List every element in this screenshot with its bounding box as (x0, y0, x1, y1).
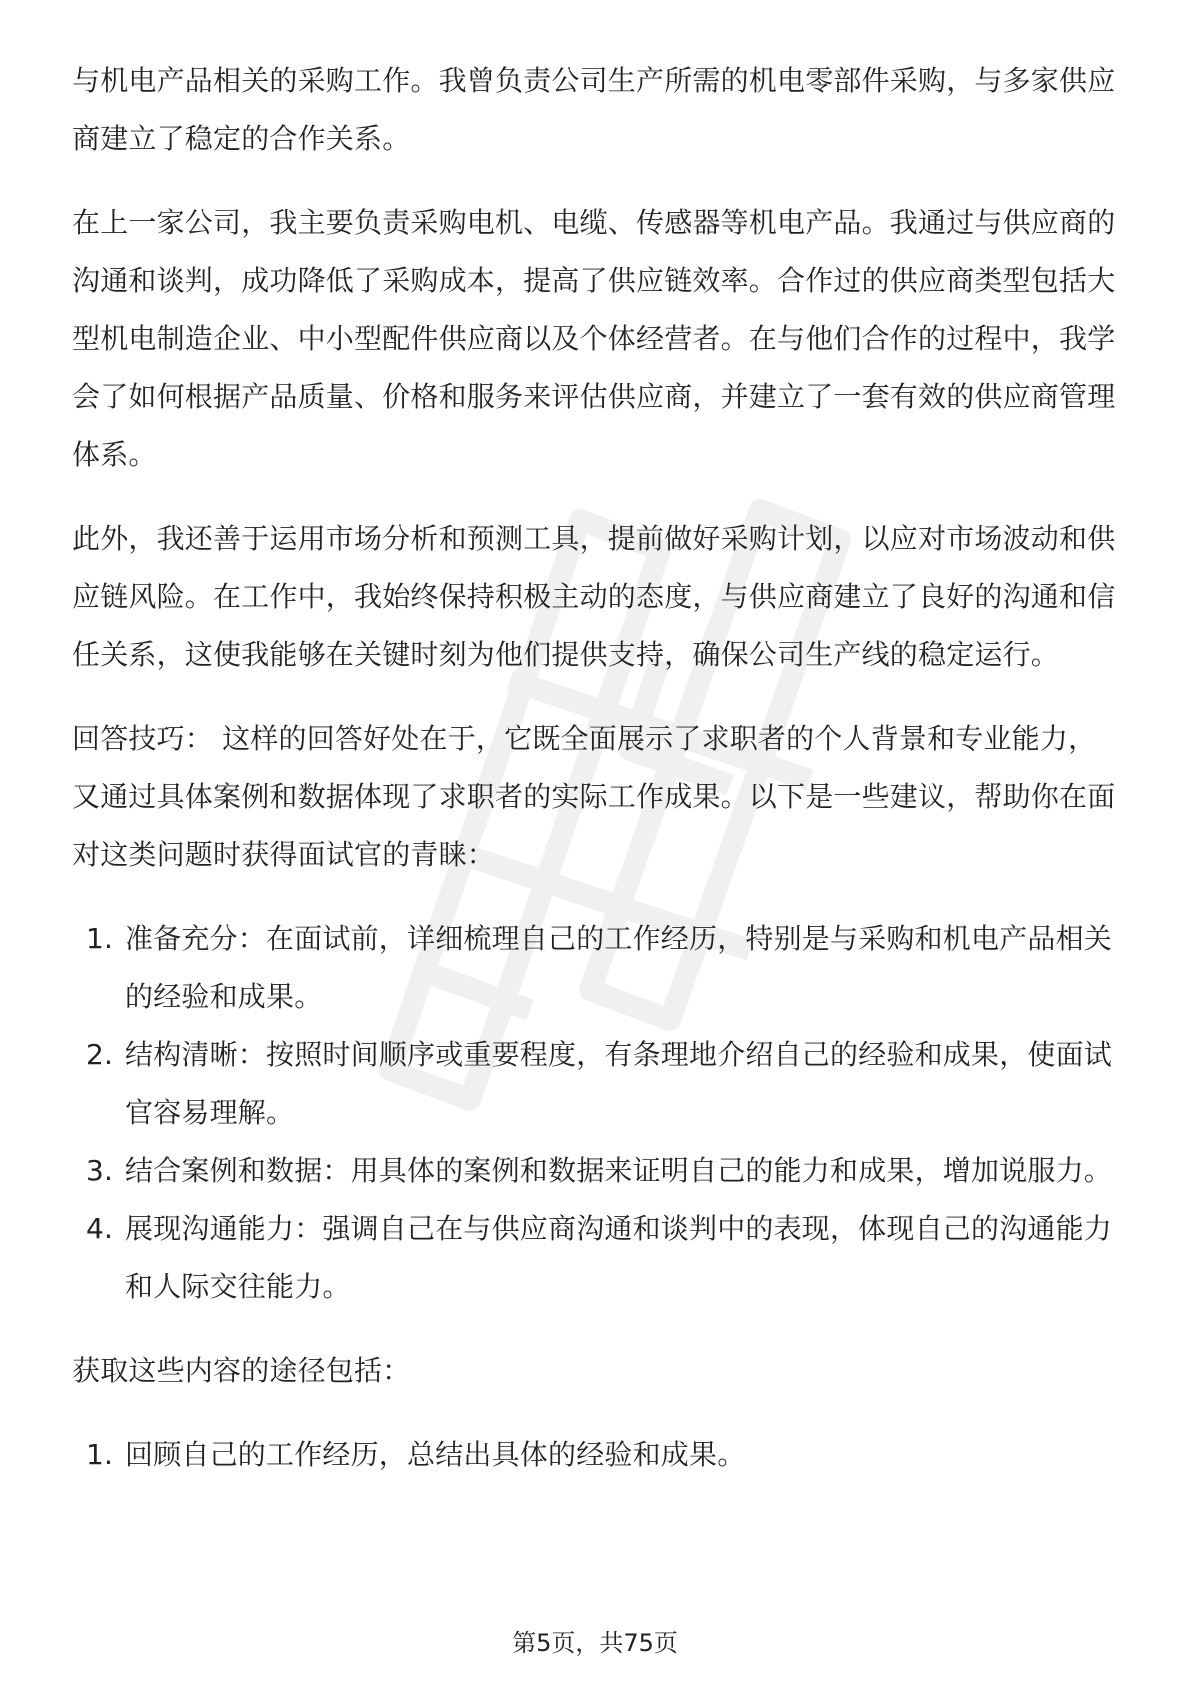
sources-intro: 获取这些内容的途径包括： (72, 1354, 411, 1387)
paragraph: 此外，我还善于运用市场分析和预测工具，提前做好采购计划，以应对市场波动和供应链风险。在工作中，我始终保持积极主动的态度，与供应商建立了良好的沟通和信任关系，这使我能够在关键时刻为他们提供支持，确保公司生产线的稳定运行。 (72, 522, 1116, 671)
list-number: 1. (86, 1438, 114, 1471)
list-item (72, 1200, 1118, 1316)
list-item-text: 结构清晰：按照时间顺序或重要程度，有条理地介绍自己的经验和成果，使面试官容易理解。 (125, 1038, 1113, 1129)
list-item (72, 910, 1118, 1026)
list-item (72, 1026, 1118, 1142)
document-body (72, 52, 1118, 1510)
paragraph: 与机电产品相关的采购工作。我曾负责公司生产所需的机电零部件采购，与多家供应商建立了稳定的合作关系。 (72, 64, 1116, 155)
answer-tips-paragraph: 回答技巧： 这样的回答好处在于，它既全面展示了求职者的个人背景和专业能力，又通过具体案例和数据体现了求职者的实际工作成果。以下是一些建议，帮助你在面对这类问题时获得面试官的青睐： (72, 722, 1116, 871)
list-item-text: 准备充分：在面试前，详细梳理自己的工作经历，特别是与采购和机电产品相关的经验和成果。 (125, 922, 1113, 1013)
paragraph: 在上一家公司，我主要负责采购电机、电缆、传感器等机电产品。我通过与供应商的沟通和谈判，成功降低了采购成本，提高了供应链效率。合作过的供应商类型包括大型机电制造企业、中小型配件供应商以及个体经营者。在与他们合作的过程中，我学会了如何根据产品质量、价格和服务来评估供应商，并建立了一套有效的供应商管理体系。 (72, 206, 1116, 471)
list-item (72, 1142, 1118, 1200)
page-footer: 第5页，共75页 (512, 1629, 678, 1657)
list-number: 3. (86, 1154, 114, 1187)
list-number: 2. (86, 1038, 114, 1071)
list-item-text: 回顾自己的工作经历，总结出具体的经验和成果。 (125, 1438, 746, 1471)
list-item (72, 1426, 1118, 1484)
list-item-text: 展现沟通能力：强调自己在与供应商沟通和谈判中的表现，体现自己的沟通能力和人际交往能力。 (125, 1212, 1113, 1303)
sources-list (72, 1426, 1118, 1484)
list-number: 4. (86, 1212, 114, 1245)
list-item-text: 结合案例和数据：用具体的案例和数据来证明自己的能力和成果，增加说服力。 (125, 1154, 1113, 1187)
list-number: 1. (86, 922, 114, 955)
tips-list (72, 910, 1118, 1316)
